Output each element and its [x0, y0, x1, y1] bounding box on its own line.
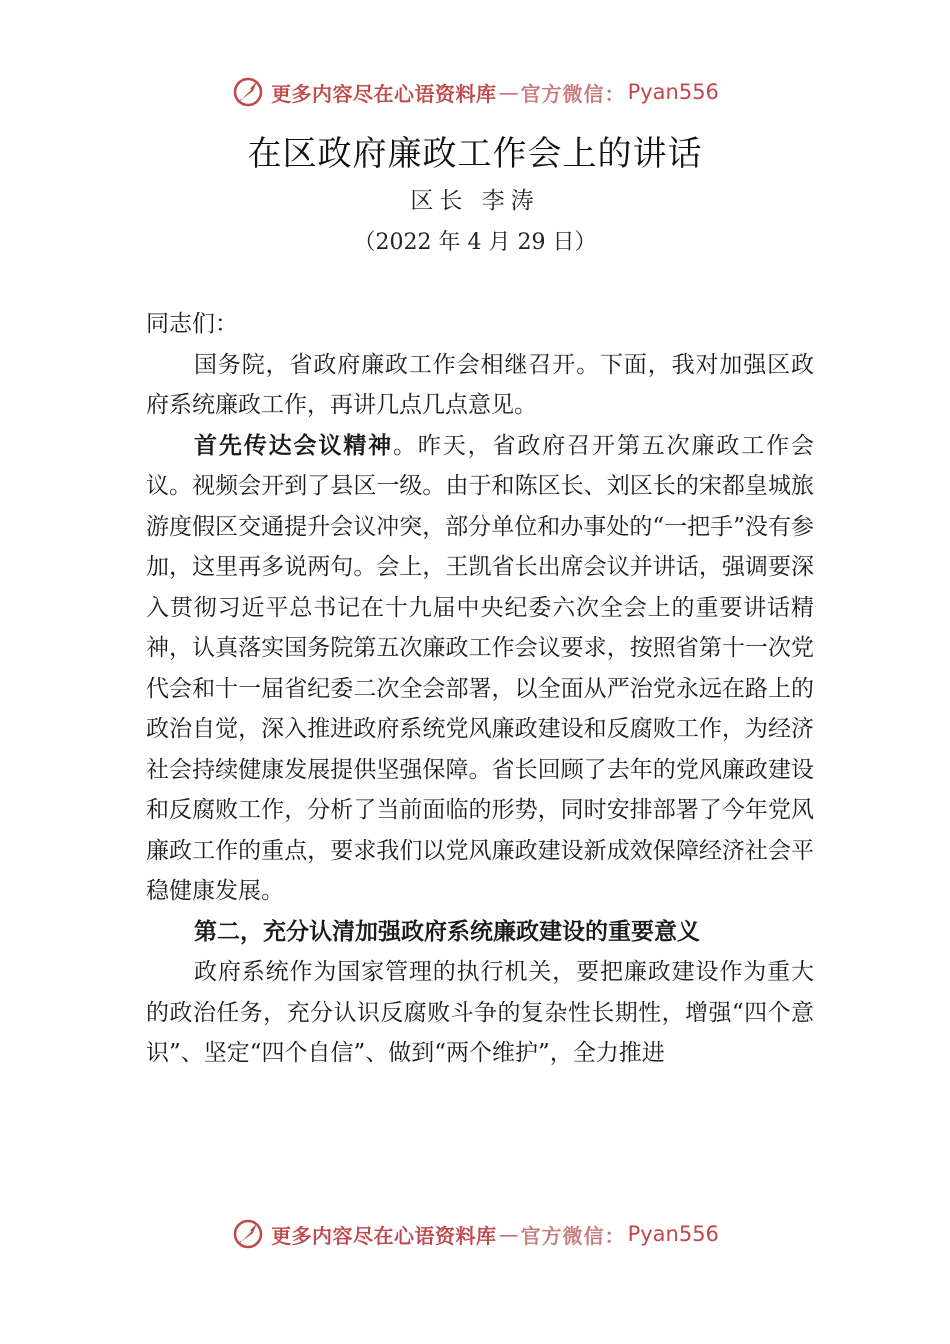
speaker-line: 区长 李涛 — [410, 188, 540, 214]
watermark-wechat-id: Pyan556 — [627, 80, 719, 104]
section-heading: 第二，充分认清加强政府系统廉政建设的重要意义 — [194, 918, 700, 945]
paragraph-significance: 政府系统作为国家管理的执行机关，要把廉政建设作为重大的政治任务，充分认识反腐败斗争的复杂性长期性，增强“四个意识”、坚定“四个自信”、做到“两个维护”，全力推进 — [146, 959, 814, 1066]
watermark-header — [0, 72, 950, 112]
watermark-dash: — — [498, 80, 519, 104]
quill-logo-icon — [231, 1217, 265, 1251]
paragraph-intro: 国务院，省政府廉政工作会相继召开。下面，我对加强区政府系统廉政工作，再讲几点几点意见。 — [146, 351, 814, 418]
watermark-text: 更多内容尽在心语资料库 — [271, 81, 497, 106]
watermark-footer — [0, 1214, 950, 1254]
watermark-wechat-id: Pyan556 — [627, 1222, 719, 1246]
quill-logo-icon — [231, 75, 265, 109]
watermark-text: 更多内容尽在心语资料库 — [271, 1223, 497, 1248]
paragraph-meeting-spirit — [146, 426, 814, 912]
watermark-label: 官方微信： — [520, 81, 626, 106]
watermark-dash: — — [498, 1222, 519, 1246]
document-body — [146, 304, 814, 1074]
document-title: 在区政府廉政工作会上的讲话 — [247, 134, 703, 174]
paragraph-body: 。昨天，省政府召开第五次廉政工作会议。视频会开到了县区一级。由于和陈区长、刘区长的宋都皇城旅游度假区交通提升会议冲突，部分单位和办事处的“一把手”没有参加，这里再多说两句。会上，王凯省长出席会议并讲话，强调要深入贯彻习近平总书记在十九届中央纪委六次全会上的重要讲话精神，认真落实国务院第五次廉政工作会议要求，按照省第十一次党代会和十一届省纪委二次全会部署，以全面从严治党永远在路上的政治自觉，深入推进政府系统党风廉政建设和反腐败工作，为经济社会持续健康发展提供坚强保障。省长回顾了去年的党风廉政建设和反腐败工作，分析了当前面临的形势，同时安排部署了今年党风廉政工作的重点，要求我们以党风廉政建设新成效保障经济社会平稳健康发展。 — [146, 432, 814, 904]
paragraph-lead: 首先传达会议精神 — [194, 432, 393, 459]
date-line: （2022 年 4 月 29 日） — [353, 230, 597, 255]
salutation: 同志们： — [146, 311, 238, 337]
watermark-label: 官方微信： — [520, 1223, 626, 1248]
